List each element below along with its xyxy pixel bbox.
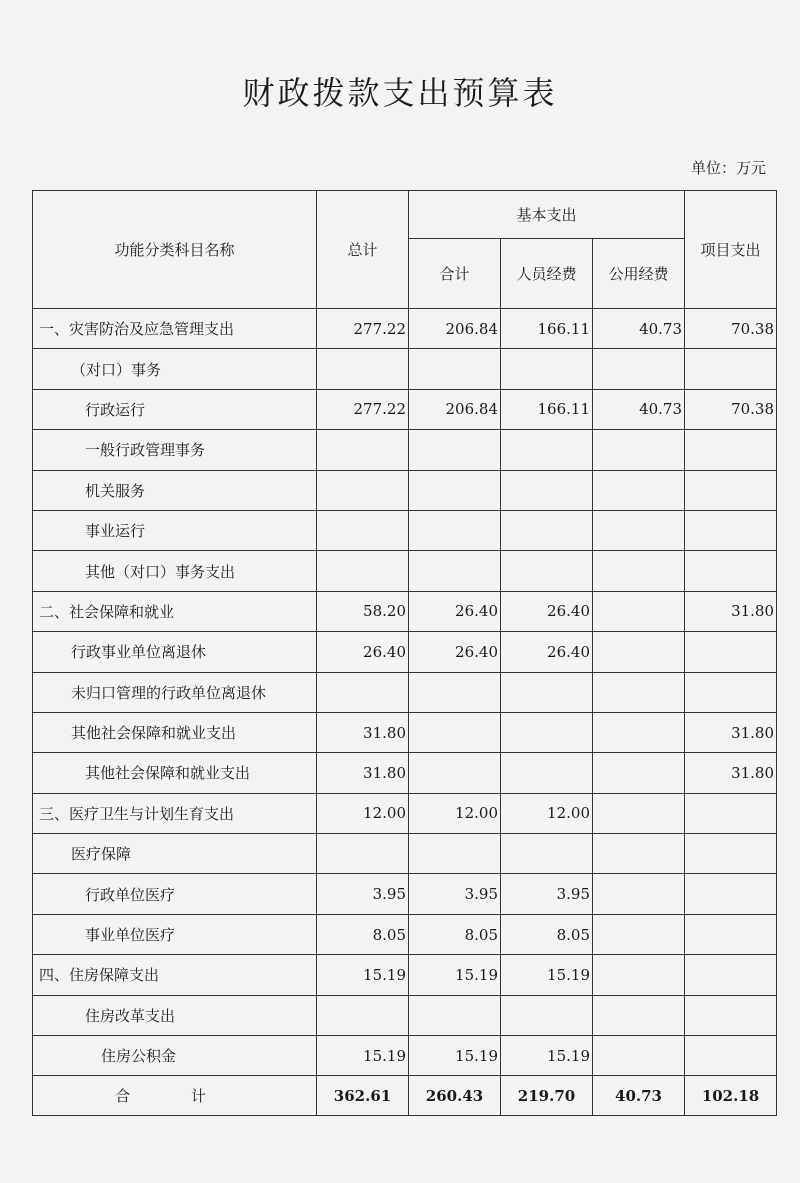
row-name: 事业运行 [33,510,317,550]
row-name: 一般行政管理事务 [33,430,317,470]
row-total: 8.05 [317,914,409,954]
row-public [593,712,685,752]
row-public [593,632,685,672]
row-name: 住房改革支出 [33,995,317,1035]
total-project: 102.18 [685,1076,777,1116]
table-row [33,1036,777,1076]
row-personnel [501,834,593,874]
row-total [317,995,409,1035]
row-subtotal: 15.19 [409,955,501,995]
table-row [33,793,777,833]
row-subtotal [409,753,501,793]
row-project [685,672,777,712]
row-name: 二、社会保障和就业 [33,591,317,631]
row-personnel: 26.40 [501,591,593,631]
table-row [33,389,777,429]
row-total: 277.22 [317,389,409,429]
row-public: 40.73 [593,309,685,349]
row-personnel: 12.00 [501,793,593,833]
row-personnel [501,551,593,591]
table-row [33,349,777,389]
row-subtotal [409,470,501,510]
row-subtotal: 15.19 [409,1036,501,1076]
row-total: 277.22 [317,309,409,349]
row-name: 其他社会保障和就业支出 [33,712,317,752]
table-row [33,995,777,1035]
row-project [685,955,777,995]
table-row [33,430,777,470]
row-subtotal: 8.05 [409,914,501,954]
row-personnel [501,753,593,793]
row-public [593,753,685,793]
row-project: 70.38 [685,389,777,429]
row-project [685,914,777,954]
header-personnel: 人员经费 [501,239,593,309]
row-public [593,349,685,389]
table-row [33,712,777,752]
table-row [33,551,777,591]
total-personnel: 219.70 [501,1076,593,1116]
row-total [317,470,409,510]
row-public [593,510,685,550]
row-subtotal [409,551,501,591]
row-total: 3.95 [317,874,409,914]
row-personnel [501,470,593,510]
row-project [685,510,777,550]
table-row [33,955,777,995]
row-project [685,632,777,672]
row-subtotal: 206.84 [409,309,501,349]
row-name: 医疗保障 [33,834,317,874]
row-project [685,430,777,470]
row-project [685,995,777,1035]
row-subtotal [409,672,501,712]
row-name: 行政事业单位离退休 [33,632,317,672]
row-personnel [501,672,593,712]
row-total: 58.20 [317,591,409,631]
row-total [317,551,409,591]
row-public [593,874,685,914]
table-row [33,309,777,349]
row-total: 15.19 [317,1036,409,1076]
row-public [593,834,685,874]
row-public [593,995,685,1035]
row-total: 15.19 [317,955,409,995]
table-row [33,874,777,914]
row-project [685,793,777,833]
row-project [685,834,777,874]
row-name: 三、医疗卫生与计划生育支出 [33,793,317,833]
header-subtotal: 合计 [409,239,501,309]
row-public [593,672,685,712]
row-public [593,793,685,833]
row-subtotal [409,995,501,1035]
budget-table [32,190,777,1116]
row-name: 一、灾害防治及应急管理支出 [33,309,317,349]
row-total [317,510,409,550]
row-total [317,430,409,470]
row-name: 四、住房保障支出 [33,955,317,995]
row-public [593,1036,685,1076]
row-public [593,430,685,470]
row-public [593,955,685,995]
row-project: 31.80 [685,712,777,752]
row-name: 其他社会保障和就业支出 [33,753,317,793]
row-name: 机关服务 [33,470,317,510]
row-project [685,349,777,389]
row-project: 31.80 [685,591,777,631]
row-name: 行政单位医疗 [33,874,317,914]
row-name: 行政运行 [33,389,317,429]
row-total [317,672,409,712]
row-personnel: 26.40 [501,632,593,672]
row-personnel [501,430,593,470]
table-row [33,632,777,672]
row-personnel [501,712,593,752]
table-row [33,834,777,874]
table-row [33,470,777,510]
unit-label: 单位：万元 [690,159,766,177]
total-label: 合 计 [33,1076,317,1116]
header-total: 总计 [317,191,409,309]
row-public [593,470,685,510]
row-personnel: 3.95 [501,874,593,914]
row-subtotal [409,510,501,550]
row-project [685,1036,777,1076]
row-personnel [501,995,593,1035]
row-subtotal [409,430,501,470]
row-subtotal [409,349,501,389]
row-project: 70.38 [685,309,777,349]
total-total: 362.61 [317,1076,409,1116]
row-project [685,874,777,914]
page-title: 财政拨款支出预算表 [242,74,558,112]
row-personnel [501,349,593,389]
row-personnel: 15.19 [501,955,593,995]
row-personnel [501,510,593,550]
row-subtotal: 26.40 [409,591,501,631]
row-subtotal: 12.00 [409,793,501,833]
total-public: 40.73 [593,1076,685,1116]
row-total: 31.80 [317,712,409,752]
header-name: 功能分类科目名称 [33,191,317,309]
row-public: 40.73 [593,389,685,429]
table-row [33,591,777,631]
row-public [593,551,685,591]
row-project [685,470,777,510]
header-project: 项目支出 [685,191,777,309]
total-subtotal: 260.43 [409,1076,501,1116]
row-public [593,914,685,954]
header-public: 公用经费 [593,239,685,309]
header-basic: 基本支出 [409,191,685,239]
total-row [33,1076,777,1116]
table-row [33,672,777,712]
row-subtotal: 206.84 [409,389,501,429]
row-subtotal: 26.40 [409,632,501,672]
row-personnel: 166.11 [501,389,593,429]
row-project: 31.80 [685,753,777,793]
row-total [317,834,409,874]
row-name: 未归口管理的行政单位离退休 [33,672,317,712]
row-personnel: 8.05 [501,914,593,954]
row-name: 其他（对口）事务支出 [33,551,317,591]
table-row [33,753,777,793]
row-subtotal: 3.95 [409,874,501,914]
table-row [33,914,777,954]
table-row [33,510,777,550]
row-personnel: 15.19 [501,1036,593,1076]
row-project [685,551,777,591]
row-total: 31.80 [317,753,409,793]
row-subtotal [409,834,501,874]
row-personnel: 166.11 [501,309,593,349]
row-public [593,591,685,631]
row-name: 住房公积金 [33,1036,317,1076]
row-name: 事业单位医疗 [33,914,317,954]
row-total [317,349,409,389]
row-subtotal [409,712,501,752]
row-total: 12.00 [317,793,409,833]
row-name: （对口）事务 [33,349,317,389]
row-total: 26.40 [317,632,409,672]
